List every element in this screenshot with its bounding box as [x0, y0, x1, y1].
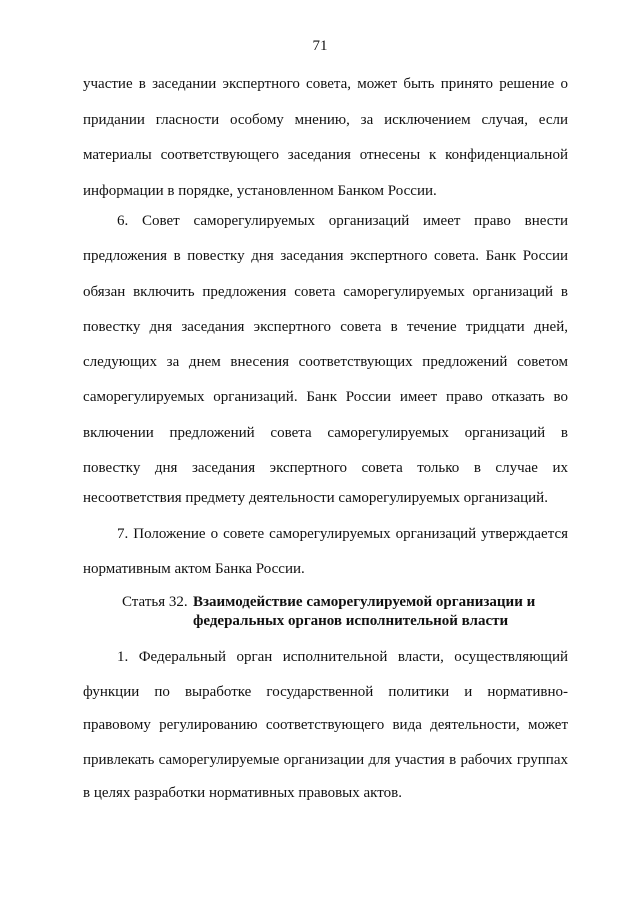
- paragraph-2-line-3: обязан включить предложения совета саморегулируемых организаций в: [83, 284, 568, 300]
- article-label: Статья 32.: [122, 594, 188, 610]
- paragraph-1-line-1: участие в заседании экспертного совета, может быть принято решение о: [83, 76, 568, 92]
- article-title-line-2: федеральных органов исполнительной власти: [193, 613, 509, 629]
- paragraph-2-line-1: 6. Совет саморегулируемых организаций имеет право внести: [117, 213, 568, 229]
- paragraph-4-line-4: привлекать саморегулируемые организации для участия в рабочих группах: [83, 752, 568, 768]
- paragraph-2-line-6: саморегулируемых организаций. Банк России имеет право отказать во: [83, 389, 568, 405]
- paragraph-1-line-2: придании гласности особому мнению, за исключением случая, если: [83, 112, 568, 128]
- paragraph-4-line-5: в целях разработки нормативных правовых актов.: [83, 785, 402, 801]
- paragraph-4-line-1: 1. Федеральный орган исполнительной власти, осуществляющий: [117, 649, 568, 665]
- paragraph-2-line-8: повестку дня заседания экспертного совета только в случае их: [83, 460, 568, 476]
- paragraph-4-line-3: правовому регулированию соответствующего вида деятельности, может: [83, 717, 568, 733]
- paragraph-2-line-4: повестку дня заседания экспертного совета в течение тридцати дней,: [83, 319, 568, 335]
- paragraph-2-line-5: следующих за днем внесения соответствующих предложений советом: [83, 354, 568, 370]
- paragraph-1-line-4: информации в порядке, установленном Банком России.: [83, 183, 437, 199]
- paragraph-1-line-3: материалы соответствующего заседания отнесены к конфиденциальной: [83, 147, 568, 163]
- paragraph-2-line-7: включении предложений совета саморегулируемых организаций в: [83, 425, 568, 441]
- paragraph-4-line-2: функции по выработке государственной политики и нормативно-: [83, 684, 568, 700]
- article-title-line-1: Взаимодействие саморегулируемой организации и: [193, 594, 536, 610]
- paragraph-3-line-1: 7. Положение о совете саморегулируемых организаций утверждается: [117, 526, 568, 542]
- page-number: 71: [312, 38, 328, 54]
- paragraph-2-line-2: предложения в повестку дня заседания экспертного совета. Банк России: [83, 248, 568, 264]
- paragraph-3-line-2: нормативным актом Банка России.: [83, 561, 305, 577]
- paragraph-2-line-9: несоответствия предмету деятельности саморегулируемых организаций.: [83, 490, 548, 506]
